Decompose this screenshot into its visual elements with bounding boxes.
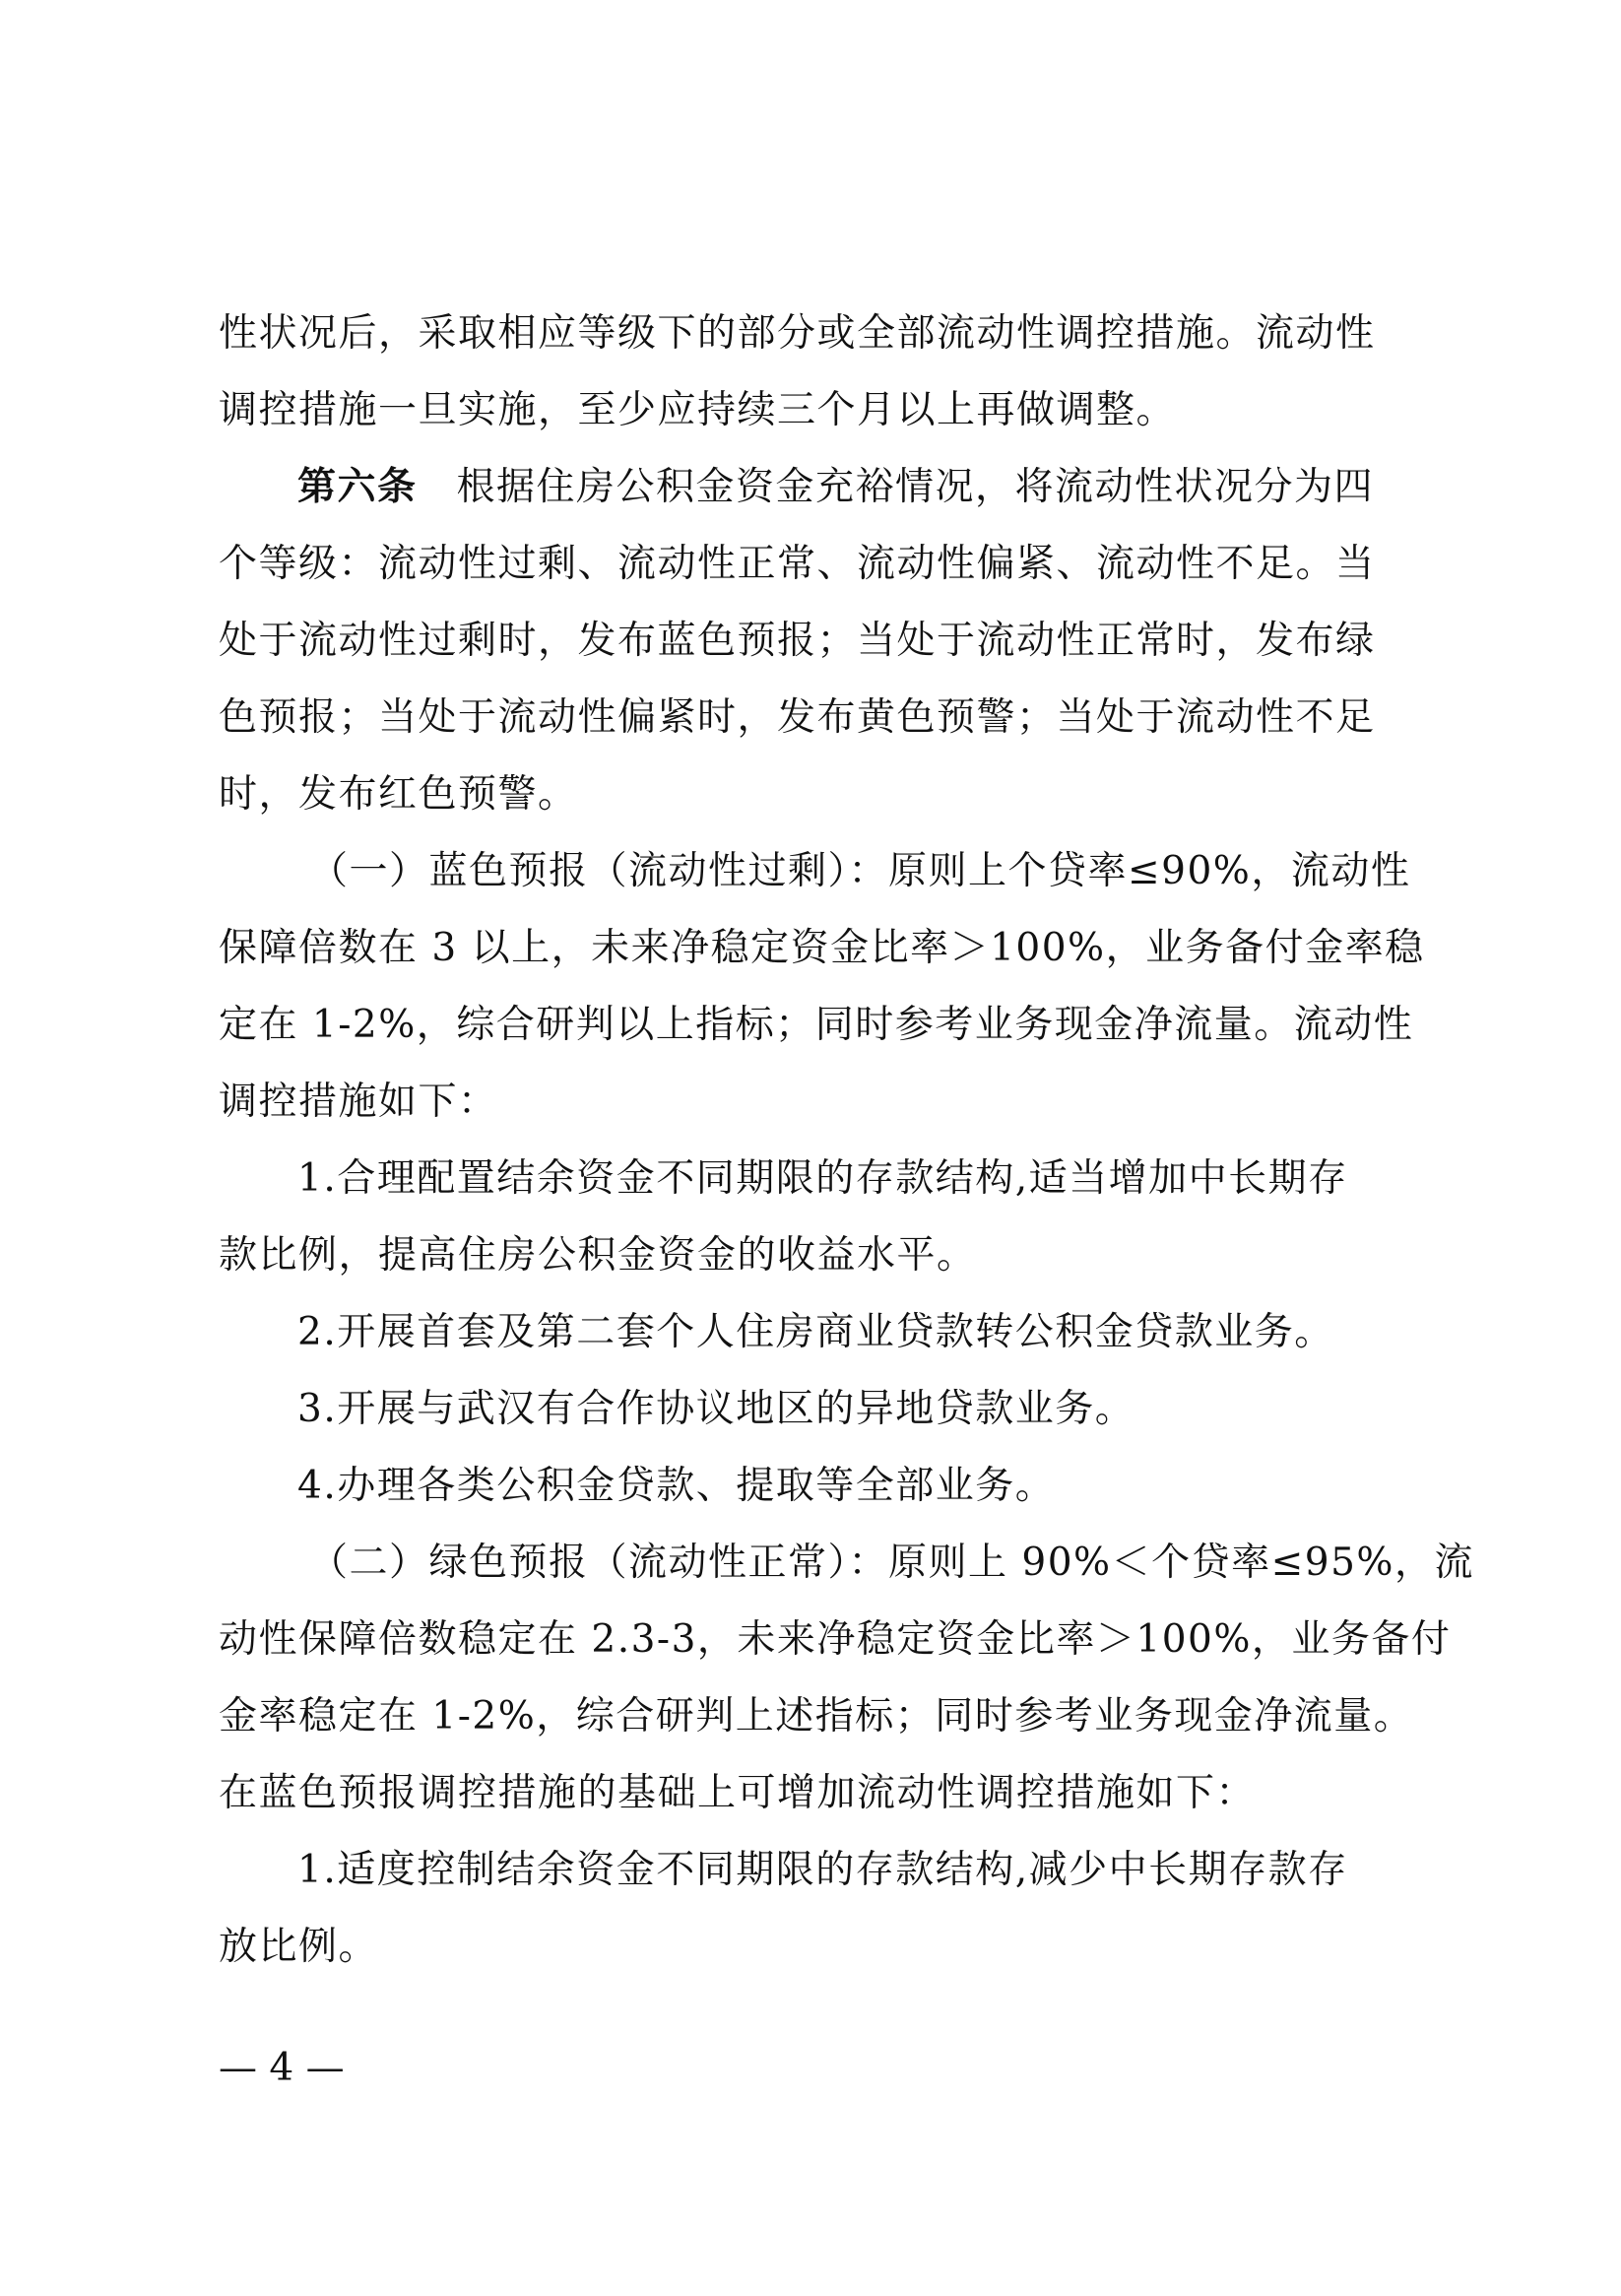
text-line: 调控措施一旦实施，至少应持续三个月以上再做调整。 — [219, 388, 1177, 432]
text-line: 个等级：流动性过剩、流动性正常、流动性偏紧、流动性不足。当 — [219, 542, 1376, 586]
list-item: 4.办理各类公积金贷款、提取等全部业务。 — [297, 1464, 1056, 1508]
text-line: 动性保障倍数稳定在 2.3-3，未来净稳定资金比率＞100%，业务备付 — [219, 1617, 1452, 1662]
list-item: 1.合理配置结余资金不同期限的存款结构,适当增加中长期存 — [297, 1156, 1348, 1201]
text-line: 色预报；当处于流动性偏紧时，发布黄色预警；当处于流动性不足 — [219, 695, 1376, 740]
article-paragraph-start — [219, 449, 1415, 526]
text-line: 处于流动性过剩时，发布蓝色预报；当处于流动性正常时，发布绿 — [219, 619, 1376, 663]
document-body — [219, 295, 1474, 1986]
text-line: 金率稳定在 1-2%，综合研判上述指标；同时参考业务现金净流量。 — [219, 1694, 1414, 1738]
text-line: 性状况后，采取相应等级下的部分或全部流动性调控措施。流动性 — [219, 311, 1376, 356]
section-heading-green: （二）绿色预报（流动性正常）：原则上 90%＜个贷率≤95%，流 — [309, 1541, 1474, 1585]
list-item: 2.开展首套及第二套个人住房商业贷款转公积金贷款业务。 — [297, 1310, 1334, 1354]
list-item: 3.开展与武汉有合作协议地区的异地贷款业务。 — [297, 1387, 1135, 1431]
text-line: 放比例。 — [219, 1925, 379, 1969]
page-number: — 4 — — [219, 2046, 345, 2090]
text-line: 款比例，提高住房公积金资金的收益水平。 — [219, 1233, 977, 1278]
section-heading-blue: （一）蓝色预报（流动性过剩）：原则上个贷率≤90%，流动性 — [309, 849, 1411, 893]
text-line: 根据住房公积金资金充裕情况，将流动性状况分为四 — [456, 465, 1375, 509]
text-line: 保障倍数在 3 以上，未来净稳定资金比率＞100%，业务备付金率稳 — [219, 926, 1425, 970]
text-line: 调控措施如下： — [219, 1080, 498, 1124]
text-line: 在蓝色预报调控措施的基础上可增加流动性调控措施如下： — [219, 1771, 1257, 1815]
list-item: 1.适度控制结余资金不同期限的存款结构,减少中长期存款存 — [297, 1848, 1348, 1892]
text-line: 定在 1-2%，综合研判以上指标；同时参考业务现金净流量。流动性 — [219, 1003, 1414, 1047]
article-heading: 第六条 — [297, 465, 418, 509]
text-line: 时，发布红色预警。 — [219, 772, 578, 817]
